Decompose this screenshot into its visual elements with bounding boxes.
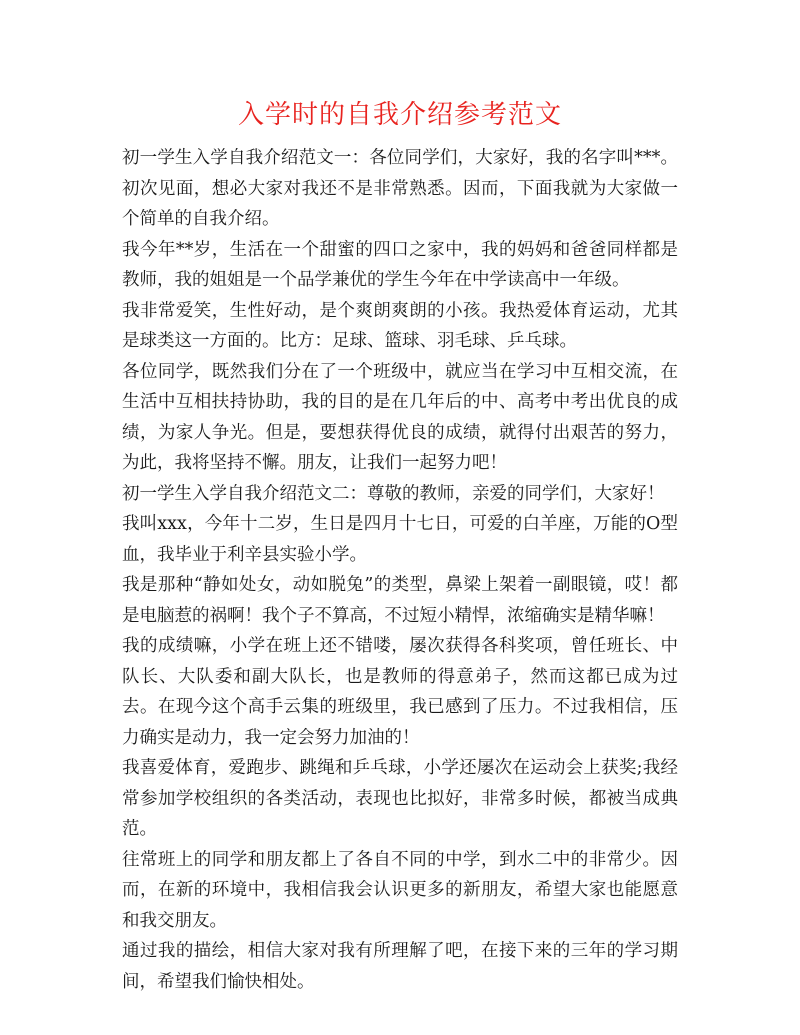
paragraph: 往常班上的同学和朋友都上了各自不同的中学，到水二中的非常少。因而，在新的环境中，我相信我会认识更多的新朋友，希望大家也能愿意和我交朋友。 xyxy=(122,849,678,931)
paragraph: 通过我的描绘，相信大家对我有所理解了吧，在接下来的三年的学习期间，希望我们愉快相处。 xyxy=(122,941,678,992)
paragraph: 我是那种“静如处女，动如脱兔”的类型，鼻梁上架着一副眼镜，哎！都是电脑惹的祸啊！我个子不算高，不过短小精悍，浓缩确实是精华嘛！ xyxy=(122,575,678,626)
paragraph: 我非常爱笑，生性好动，是个爽朗爽朗的小孩。我热爱体育运动，尤其是球类这一方面的。比方：足球、篮球、羽毛球、乒乓球。 xyxy=(122,300,678,351)
document-body xyxy=(122,143,678,997)
paragraph: 我叫xxx，今年十二岁，生日是四月十七日，可爱的白羊座，万能的O型血，我毕业于利辛县实验小学。 xyxy=(122,514,678,565)
paragraph: 我的成绩嘛，小学在班上还不错喽，屡次获得各科奖项，曾任班长、中队长、大队委和副大队长，也是教师的得意弟子，然而这都已成为过去。在现今这个高手云集的班级里，我已感到了压力。不过我相信，压力确实是动力，我一定会努力加油的！ xyxy=(122,636,678,748)
paragraph: 初一学生入学自我介绍范文一：各位同学们，大家好，我的名字叫***。初次见面，想必大家对我还不是非常熟悉。因而，下面我就为大家做一个简单的自我介绍。 xyxy=(122,148,678,229)
document-title: 入学时的自我介绍参考范文 xyxy=(237,100,562,130)
paragraph: 各位同学，既然我们分在了一个班级中，就应当在学习中互相交流，在生活中互相扶持协助，我的目的是在几年后的中、高考中考出优良的成绩，为家人争光。但是，要想获得优良的成绩，就得付出艰苦的努力，为此，我将坚持不懈。朋友，让我们一起努力吧！ xyxy=(122,361,678,473)
paragraph: 我喜爱体育，爱跑步、跳绳和乒乓球，小学还屡次在运动会上获奖;我经常参加学校组织的各类活动，表现也比拟好，非常多时候，都被当成典范。 xyxy=(122,758,678,839)
paragraph: 我今年**岁，生活在一个甜蜜的四口之家中，我的妈妈和爸爸同样都是教师，我的姐姐是一个品学兼优的学生今年在中学读高中一年级。 xyxy=(122,239,678,290)
paragraph: 初一学生入学自我介绍范文二：尊敬的教师，亲爱的同学们，大家好！ xyxy=(122,483,665,504)
